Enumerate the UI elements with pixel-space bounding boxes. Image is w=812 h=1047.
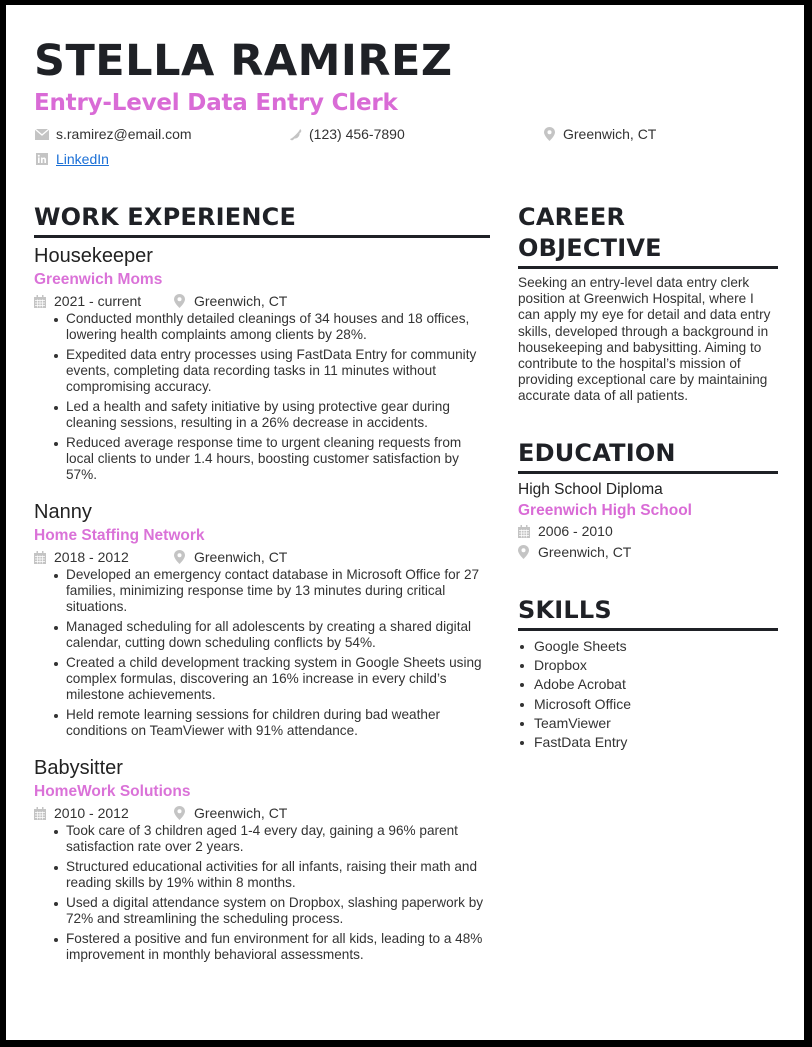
envelope-icon <box>35 127 49 141</box>
career-objective-heading <box>518 202 778 269</box>
job-meta <box>34 803 490 823</box>
candidate-name: STELLA RAMIREZ <box>34 36 453 86</box>
skill-item: FastData Entry <box>518 733 778 752</box>
degree: High School Diploma <box>518 480 663 498</box>
calendar-icon <box>518 524 532 538</box>
map-pin-icon <box>174 550 188 564</box>
map-pin-icon <box>518 545 532 559</box>
bullet-item: Managed scheduling for all adolescents by creating a shared digital calendar, cutting down scheduling conflicts by 54%. <box>54 619 490 651</box>
job-meta <box>34 547 490 567</box>
email-text: s.ramirez@email.com <box>56 126 192 142</box>
job-bullets <box>54 567 490 739</box>
career-objective-section <box>518 202 778 405</box>
job-role: Nanny <box>34 501 92 523</box>
bullet-item: Reduced average response time to urgent cleaning requests from local clients to under 1.4 hours, boosting customer satisfaction by 57%. <box>54 435 490 483</box>
calendar-icon <box>34 550 48 564</box>
job-dates: 2010 - 2012 <box>54 805 129 821</box>
skill-item: TeamViewer <box>518 714 778 733</box>
education-dates-row <box>518 521 778 542</box>
job-entry <box>34 756 490 963</box>
skills-list <box>518 637 778 753</box>
objective-text: Seeking an entry-level data entry clerk position at Greenwich Hospital, where I can apply my eye for detail and data entry skills, developed through a background in housekeeping and babysitting. Aiming to contribute to the hospital’s mission of providing exceptional care by maintaining accurate data of all patients. <box>518 275 771 404</box>
location-text: Greenwich, CT <box>563 126 657 142</box>
job-location: Greenwich, CT <box>194 549 288 565</box>
job-company: Greenwich Moms <box>34 271 163 288</box>
phone-icon <box>288 127 302 141</box>
linkedin-icon <box>35 152 49 166</box>
calendar-icon <box>34 806 48 820</box>
job-entry <box>34 500 490 739</box>
education-location-row <box>518 542 778 563</box>
map-pin-icon <box>174 806 188 820</box>
education-location: Greenwich, CT <box>538 543 632 560</box>
job-dates: 2018 - 2012 <box>54 549 129 565</box>
calendar-icon <box>34 294 48 308</box>
resume-page <box>6 5 804 1040</box>
skill-item: Dropbox <box>518 656 778 675</box>
skills-heading: SKILLS <box>518 595 778 631</box>
bullet-item: Led a health and safety initiative by using protective gear during cleaning sessions, resulting in a 26% decrease in accidents. <box>54 399 490 431</box>
skill-item: Adobe Acrobat <box>518 675 778 694</box>
job-title: Entry-Level Data Entry Clerk <box>34 90 398 116</box>
skill-item: Microsoft Office <box>518 695 778 714</box>
bullet-item: Used a digital attendance system on Dropbox, slashing paperwork by 72% and streamlining the scheduling process. <box>54 895 490 927</box>
contact-linkedin <box>35 150 109 168</box>
job-location: Greenwich, CT <box>194 293 288 309</box>
job-meta <box>34 291 490 311</box>
job-role: Housekeeper <box>34 245 153 267</box>
work-experience-section <box>34 202 490 967</box>
job-bullets <box>54 823 490 963</box>
job-location: Greenwich, CT <box>194 805 288 821</box>
map-pin-icon <box>174 294 188 308</box>
education-heading: EDUCATION <box>518 438 778 474</box>
bullet-item: Took care of 3 children aged 1-4 every day, gaining a 96% parent satisfaction rate over 2 years. <box>54 823 490 855</box>
sidebar-column <box>518 202 778 752</box>
school-name: Greenwich High School <box>518 501 692 519</box>
contact-phone <box>288 125 405 143</box>
bullet-item: Conducted monthly detailed cleanings of 34 houses and 18 offices, lowering health complaints among clients by 28%. <box>54 311 490 343</box>
bullet-item: Fostered a positive and fun environment for all kids, leading to a 48% improvement in monthly behavioral assessments. <box>54 931 490 963</box>
education-section <box>518 438 778 563</box>
job-company: HomeWork Solutions <box>34 783 191 800</box>
work-experience-heading: WORK EXPERIENCE <box>34 202 490 238</box>
contact-email <box>35 125 192 143</box>
job-company: Home Staffing Network <box>34 527 205 544</box>
phone-text: (123) 456-7890 <box>309 126 405 142</box>
job-role: Babysitter <box>34 757 123 779</box>
map-pin-icon <box>542 127 556 141</box>
heading-line: OBJECTIVE <box>518 234 662 262</box>
education-dates: 2006 - 2010 <box>538 522 613 539</box>
job-dates: 2021 - current <box>54 293 142 309</box>
bullet-item: Expedited data entry processes using FastData Entry for community events, completing data recording tasks in 11 minutes without compromising accuracy. <box>54 347 490 395</box>
bullet-item: Held remote learning sessions for children during bad weather conditions on TeamViewer with 91% attendance. <box>54 707 490 739</box>
skill-item: Google Sheets <box>518 637 778 656</box>
heading-line: CAREER <box>518 203 626 231</box>
bullet-item: Created a child development tracking system in Google Sheets using complex formulas, discovering an 16% increase in every child’s milestone achievements. <box>54 655 490 703</box>
linkedin-link[interactable]: LinkedIn <box>56 151 109 167</box>
contact-location <box>542 125 656 143</box>
skills-section <box>518 595 778 753</box>
bullet-item: Structured educational activities for all infants, raising their math and reading skills by 19% within 8 months. <box>54 859 490 891</box>
job-entry <box>34 244 490 483</box>
bullet-item: Developed an emergency contact database in Microsoft Office for 27 families, minimizing response time by 13 minutes during critical situations. <box>54 567 490 615</box>
job-bullets <box>54 311 490 483</box>
